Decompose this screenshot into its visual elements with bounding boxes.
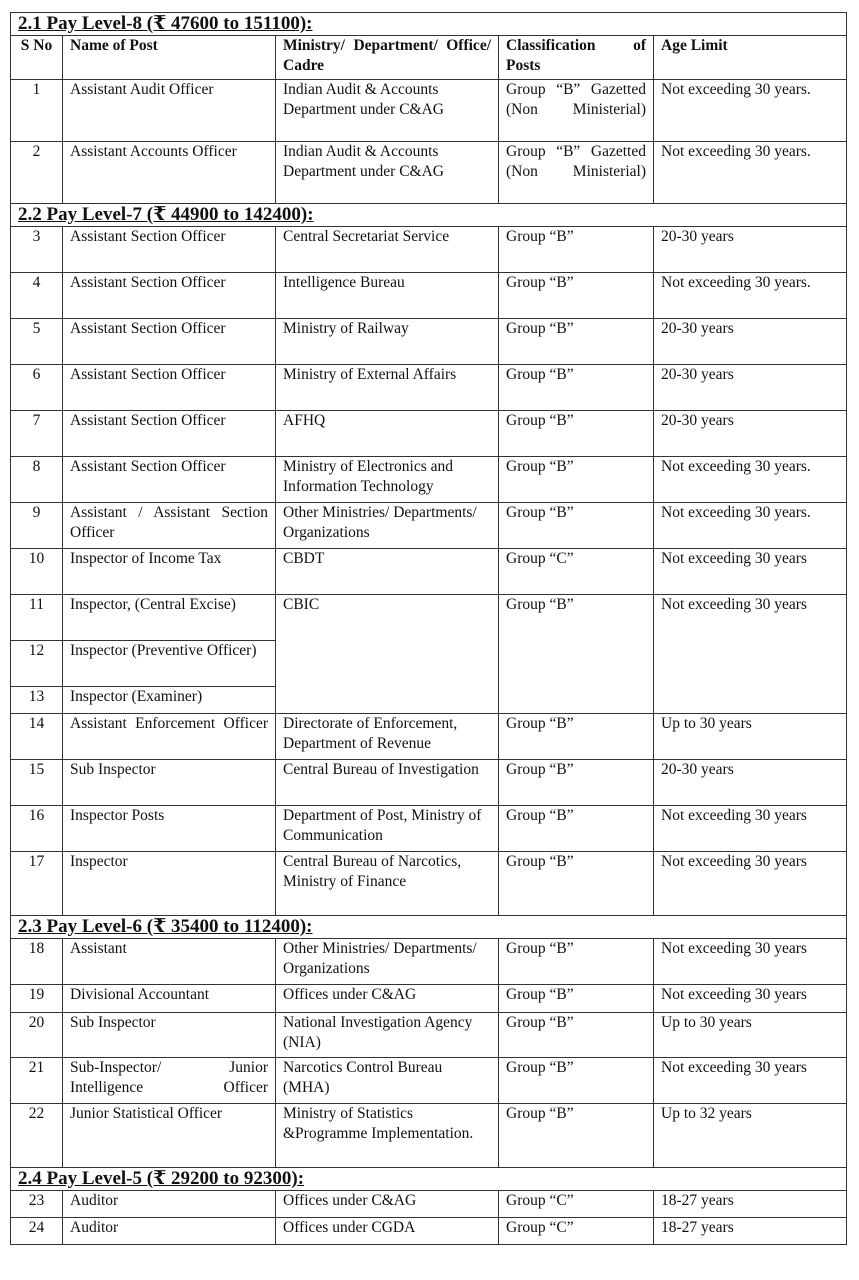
cell-age: Not exceeding 30 years [654, 549, 847, 595]
section-title: 2.3 Pay Level-6 (₹ 35400 to 112400): [18, 916, 313, 937]
table-row [11, 365, 847, 411]
cell-age: 18-27 years [654, 1191, 847, 1218]
cell-post: Sub Inspector [63, 1013, 276, 1058]
header-post: Name of Post [63, 36, 276, 80]
table-row [11, 1218, 847, 1245]
cell-ministry: Central Bureau of Investigation [276, 760, 499, 806]
cell-classification: Group “B” [499, 503, 654, 549]
cell-ministry: Department of Post, Ministry of Communication [276, 806, 499, 852]
section-title: 2.1 Pay Level-8 (₹ 47600 to 151100): [18, 13, 313, 34]
table-row [11, 985, 847, 1013]
cell-age: Not exceeding 30 years. [654, 80, 847, 142]
cell-post: Assistant [63, 939, 276, 985]
table-row [11, 549, 847, 595]
table-row [11, 714, 847, 760]
cell-classification: Group “B” Gazetted (Non Ministerial) [499, 80, 654, 142]
cell-post: Assistant Section Officer [63, 273, 276, 319]
cell-ministry: Central Bureau of Narcotics, Ministry of Finance [276, 852, 499, 916]
posts-table [10, 12, 847, 1245]
cell-age: 20-30 years [654, 760, 847, 806]
cell-ministry: Central Secretariat Service [276, 227, 499, 273]
cell-classification: Group “B” [499, 714, 654, 760]
cell-sno: 20 [11, 1013, 63, 1058]
cell-ministry: Intelligence Bureau [276, 273, 499, 319]
cell-classification: Group “B” [499, 319, 654, 365]
cell-post: Assistant Section Officer [63, 365, 276, 411]
section-header [11, 1168, 847, 1191]
cell-sno: 9 [11, 503, 63, 549]
cell-age: Not exceeding 30 years [654, 1058, 847, 1104]
cell-post: Assistant Section Officer [63, 411, 276, 457]
cell-sno: 6 [11, 365, 63, 411]
cell-classification: Group “B” [499, 595, 654, 714]
table-row [11, 760, 847, 806]
cell-ministry: Other Ministries/ Departments/ Organizations [276, 503, 499, 549]
cell-post: Assistant Accounts Officer [63, 142, 276, 204]
cell-sno: 15 [11, 760, 63, 806]
cell-post: Inspector (Examiner) [63, 687, 276, 714]
cell-post: Assistant Section Officer [63, 457, 276, 503]
cell-ministry: Offices under CGDA [276, 1218, 499, 1245]
table-row [11, 273, 847, 319]
cell-age: 20-30 years [654, 411, 847, 457]
cell-post: Assistant / Assistant Section Officer [63, 503, 276, 549]
cell-post: Junior Statistical Officer [63, 1104, 276, 1168]
cell-sno: 22 [11, 1104, 63, 1168]
table-row [11, 806, 847, 852]
cell-sno: 7 [11, 411, 63, 457]
cell-classification: Group “B” [499, 985, 654, 1013]
table-row [11, 1191, 847, 1218]
cell-ministry: CBIC [276, 595, 499, 714]
header-sno: S No [11, 36, 63, 80]
cell-age: Not exceeding 30 years [654, 985, 847, 1013]
cell-sno: 11 [11, 595, 63, 641]
cell-ministry: Indian Audit & Accounts Department under C&AG [276, 80, 499, 142]
table-row [11, 319, 847, 365]
cell-ministry: Other Ministries/ Departments/ Organizations [276, 939, 499, 985]
cell-classification: Group “B” [499, 227, 654, 273]
cell-post: Inspector [63, 852, 276, 916]
cell-ministry: AFHQ [276, 411, 499, 457]
table-row [11, 1013, 847, 1058]
cell-age: Not exceeding 30 years. [654, 273, 847, 319]
cell-age: Not exceeding 30 years [654, 595, 847, 714]
cell-post: Assistant Enforcement Officer [63, 714, 276, 760]
cell-classification: Group “B” [499, 852, 654, 916]
cell-sno: 4 [11, 273, 63, 319]
cell-ministry: Ministry of External Affairs [276, 365, 499, 411]
cell-post: Auditor [63, 1218, 276, 1245]
cell-age: Up to 30 years [654, 714, 847, 760]
table-row [11, 227, 847, 273]
cell-age: 20-30 years [654, 319, 847, 365]
cell-classification: Group “B” [499, 365, 654, 411]
table-row [11, 142, 847, 204]
cell-age: Not exceeding 30 years [654, 852, 847, 916]
cell-sno: 8 [11, 457, 63, 503]
cell-sno: 17 [11, 852, 63, 916]
cell-post: Inspector of Income Tax [63, 549, 276, 595]
table-row [11, 595, 847, 641]
cell-sno: 10 [11, 549, 63, 595]
cell-sno: 3 [11, 227, 63, 273]
column-header-row [11, 36, 847, 80]
cell-post: Sub Inspector [63, 760, 276, 806]
cell-ministry: Ministry of Statistics &Programme Implementation. [276, 1104, 499, 1168]
cell-classification: Group “B” [499, 939, 654, 985]
cell-sno: 18 [11, 939, 63, 985]
cell-ministry: Ministry of Electronics and Information Technology [276, 457, 499, 503]
cell-age: Not exceeding 30 years. [654, 457, 847, 503]
cell-sno: 14 [11, 714, 63, 760]
cell-post: Divisional Accountant [63, 985, 276, 1013]
cell-ministry: Directorate of Enforcement, Department of Revenue [276, 714, 499, 760]
cell-sno: 24 [11, 1218, 63, 1245]
cell-classification: Group “B” [499, 1058, 654, 1104]
table-row [11, 1104, 847, 1168]
cell-post: Sub-Inspector/ Junior Intelligence Officer [63, 1058, 276, 1104]
section-header [11, 13, 847, 36]
cell-ministry: Ministry of Railway [276, 319, 499, 365]
cell-age: Up to 30 years [654, 1013, 847, 1058]
cell-classification: Group “B” [499, 1104, 654, 1168]
table-row [11, 1058, 847, 1104]
cell-classification: Group “B” [499, 760, 654, 806]
table-row [11, 457, 847, 503]
cell-post: Assistant Section Officer [63, 227, 276, 273]
section-header [11, 204, 847, 227]
header-ministry: Ministry/ Department/ Office/ Cadre [276, 36, 499, 80]
cell-sno: 16 [11, 806, 63, 852]
cell-age: Not exceeding 30 years. [654, 503, 847, 549]
cell-classification: Group “B” Gazetted (Non Ministerial) [499, 142, 654, 204]
cell-sno: 21 [11, 1058, 63, 1104]
cell-classification: Group “B” [499, 411, 654, 457]
cell-classification: Group “B” [499, 806, 654, 852]
cell-sno: 13 [11, 687, 63, 714]
cell-age: Not exceeding 30 years [654, 806, 847, 852]
cell-sno: 19 [11, 985, 63, 1013]
cell-ministry: CBDT [276, 549, 499, 595]
cell-classification: Group “B” [499, 273, 654, 319]
cell-sno: 23 [11, 1191, 63, 1218]
cell-ministry: Narcotics Control Bureau (MHA) [276, 1058, 499, 1104]
cell-classification: Group “C” [499, 549, 654, 595]
cell-classification: Group “C” [499, 1218, 654, 1245]
header-age: Age Limit [654, 36, 847, 80]
cell-age: 20-30 years [654, 365, 847, 411]
cell-ministry: Offices under C&AG [276, 985, 499, 1013]
cell-age: 18-27 years [654, 1218, 847, 1245]
cell-post: Assistant Section Officer [63, 319, 276, 365]
cell-sno: 2 [11, 142, 63, 204]
table-row [11, 503, 847, 549]
cell-ministry: Indian Audit & Accounts Department under C&AG [276, 142, 499, 204]
cell-classification: Group “B” [499, 1013, 654, 1058]
cell-post: Inspector (Preventive Officer) [63, 641, 276, 687]
cell-sno: 12 [11, 641, 63, 687]
cell-post: Inspector Posts [63, 806, 276, 852]
document-page [10, 12, 846, 1245]
cell-classification: Group “B” [499, 457, 654, 503]
cell-age: 20-30 years [654, 227, 847, 273]
table-row [11, 939, 847, 985]
cell-sno: 1 [11, 80, 63, 142]
section-header [11, 916, 847, 939]
cell-sno: 5 [11, 319, 63, 365]
table-row [11, 80, 847, 142]
cell-post: Auditor [63, 1191, 276, 1218]
cell-post: Assistant Audit Officer [63, 80, 276, 142]
header-classification: Classification of Posts [499, 36, 654, 80]
table-row [11, 852, 847, 916]
cell-classification: Group “C” [499, 1191, 654, 1218]
cell-age: Not exceeding 30 years [654, 939, 847, 985]
cell-ministry: Offices under C&AG [276, 1191, 499, 1218]
section-title: 2.4 Pay Level-5 (₹ 29200 to 92300): [18, 1168, 305, 1189]
section-title: 2.2 Pay Level-7 (₹ 44900 to 142400): [18, 204, 314, 225]
cell-ministry: National Investigation Agency (NIA) [276, 1013, 499, 1058]
cell-age: Up to 32 years [654, 1104, 847, 1168]
cell-post: Inspector, (Central Excise) [63, 595, 276, 641]
cell-age: Not exceeding 30 years. [654, 142, 847, 204]
table-row [11, 411, 847, 457]
